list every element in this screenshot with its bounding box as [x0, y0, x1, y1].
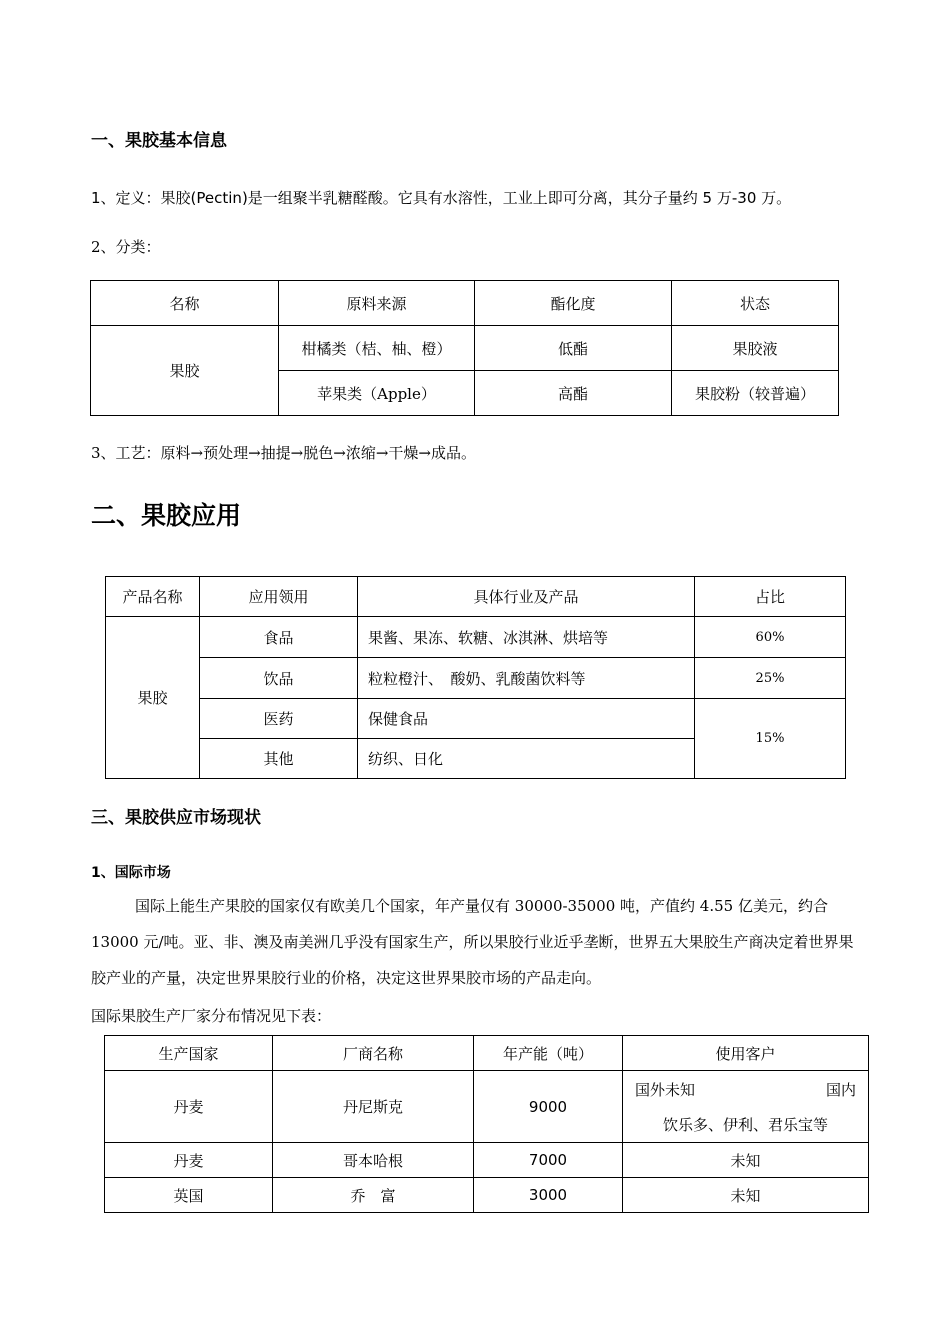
table-header: 状态 [672, 281, 839, 326]
table-cell: 粒粒橙汁、 酸奶、乳酸菌饮料等 [358, 658, 695, 699]
classification-table [90, 280, 839, 416]
classification-label: 2、分类： [91, 238, 161, 256]
table-header: 酯化度 [475, 281, 672, 326]
table-header: 应用领用 [200, 577, 358, 617]
customer-foreign: 国外未知 [635, 1080, 696, 1099]
section1-heading: 一、果胶基本信息 [91, 131, 227, 151]
table-cell: 其他 [200, 739, 358, 779]
table-header: 占比 [695, 577, 846, 617]
table-header: 生产国家 [105, 1036, 273, 1071]
table-cell: 饮品 [200, 658, 358, 699]
table-header: 使用客户 [623, 1036, 869, 1071]
table-cell-share: 60% [695, 617, 846, 658]
table-cell: 丹尼斯克 [273, 1071, 474, 1143]
table-cell: 丹麦 [105, 1143, 273, 1178]
customer-domestic: 饮乐多、伊利、君乐宝等 [662, 1115, 828, 1134]
section2-heading: 二、果胶应用 [91, 501, 242, 530]
table-cell: 未知 [623, 1178, 869, 1213]
table-cell: 果胶粉（较普遍） [672, 371, 839, 416]
table-header: 产品名称 [106, 577, 200, 617]
table-cell: 哥本哈根 [273, 1143, 474, 1178]
table-cell: 苹果类（Apple） [279, 371, 475, 416]
process-text: 3、工艺：原料→预处理→抽提→脱色→浓缩→干燥→成品。 [91, 444, 476, 462]
table-cell-product: 果胶 [106, 617, 200, 779]
table-intro: 国际果胶生产厂家分布情况见下表： [91, 1007, 332, 1025]
section3-heading: 三、果胶供应市场现状 [91, 808, 261, 828]
table-cell: 乔 富 [273, 1178, 474, 1213]
table-cell: 保健食品 [358, 699, 695, 739]
table-header: 原料来源 [279, 281, 475, 326]
application-table [105, 576, 846, 779]
table-cell-name: 果胶 [91, 326, 279, 416]
table-header: 名称 [91, 281, 279, 326]
international-market-heading: 1、国际市场 [91, 865, 171, 881]
table-cell: 丹麦 [105, 1071, 273, 1143]
table-header: 厂商名称 [273, 1036, 474, 1071]
table-cell: 9000 [474, 1071, 623, 1143]
definition-text: 1、定义：果胶(Pectin)是一组聚半乳糖醛酸。它具有水溶性，工业上即可分离，其分子量约 5 万-30 万。 [91, 189, 792, 207]
table-cell: 纺织、日化 [358, 739, 695, 779]
table-header: 年产能（吨） [474, 1036, 623, 1071]
table-header: 具体行业及产品 [358, 577, 695, 617]
table-cell: 果胶液 [672, 326, 839, 371]
table-cell-share: 25% [695, 658, 846, 699]
table-cell: 英国 [105, 1178, 273, 1213]
table-cell: 3000 [474, 1178, 623, 1213]
table-cell: 果酱、果冻、软糖、冰淇淋、烘培等 [358, 617, 695, 658]
table-cell: 未知 [623, 1143, 869, 1178]
market-paragraph-text: 国际上能生产果胶的国家仅有欧美几个国家，年产量仅有 30000-35000 吨，产值约 4.55 亿美元，约合 13000 元/吨。亚、非、澳及南美洲几乎没有国家生产，所以果胶行业近乎垄断，世界五大果胶生产商决定着世界果胶产业的产量，决定世界果胶行业的价格，决定这世界果胶市场的产品走向。 [91, 897, 854, 987]
table-cell-customers [623, 1071, 869, 1143]
market-paragraph [91, 888, 861, 996]
table-cell: 柑橘类（桔、柚、橙） [279, 326, 475, 371]
table-cell: 低酯 [475, 326, 672, 371]
manufacturer-table [104, 1035, 869, 1213]
table-cell-share: 15% [695, 699, 846, 779]
table-cell: 食品 [200, 617, 358, 658]
table-cell: 医药 [200, 699, 358, 739]
customer-domestic-label: 国内 [825, 1080, 856, 1099]
table-cell: 高酯 [475, 371, 672, 416]
table-cell: 7000 [474, 1143, 623, 1178]
